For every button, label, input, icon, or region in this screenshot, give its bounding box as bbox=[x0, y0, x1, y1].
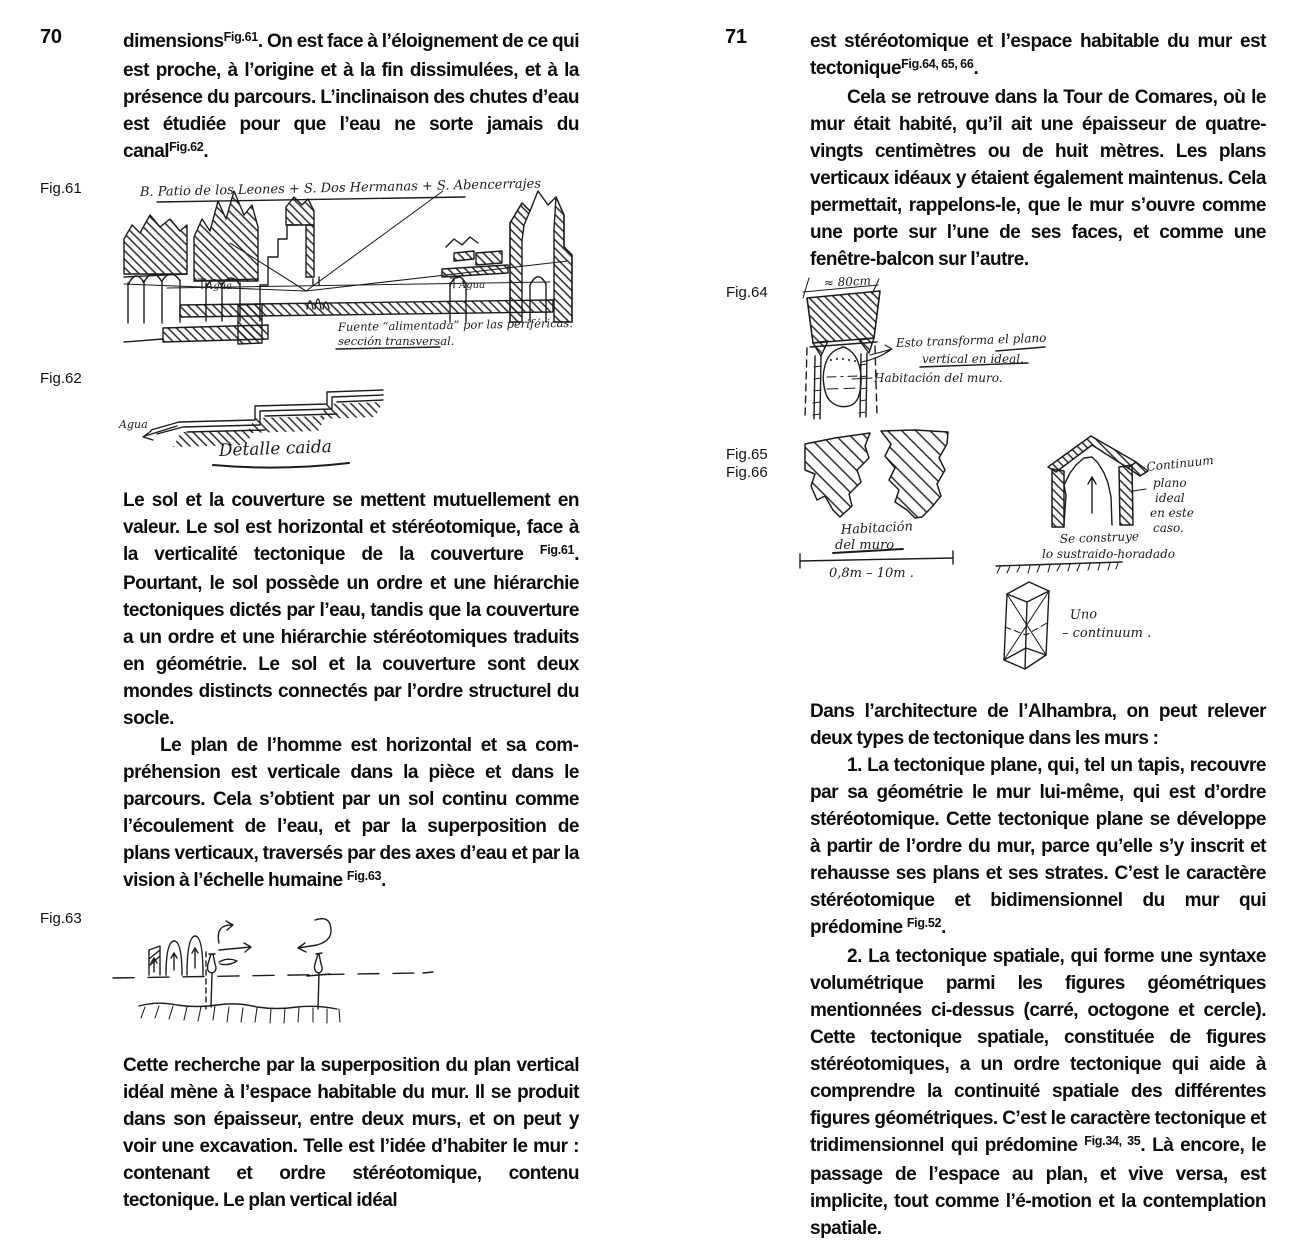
fig64-note1a: Esto transforma el plano bbox=[895, 330, 1047, 350]
paragraph: 2. La tectonique spatiale, qui forme une syntaxe volumétrique parmi les figures géométriques mentionnées ci-dessus (carré, octogone et cercle). Cette tectonique spatiale, constituée de figures stéréotomiques, a un ordre tectonique qui aide à comprendre la continuité spatiale des différentes figures géométriques. C’est le caractère tectonique et tridimensionnel qui prédomine $^{Fig.34, 35}$. Là encore, le passage de l’espace au plan, et vive versa, est implicite, tout comme l’é-motion et la contemplation spatiale. bbox=[810, 946, 1267, 1239]
fig66-sketch bbox=[990, 431, 1282, 689]
fig66-uno2: – continuum . bbox=[1062, 626, 1152, 641]
fig61-sketch bbox=[110, 176, 582, 355]
fig63-sketch bbox=[85, 912, 435, 1040]
paragraph: est stéréotomique et l’espace habitable du mur est tectonique$^{Fig.64, 65, 66}$. bbox=[810, 31, 1266, 79]
fig62-label: Fig.62 bbox=[40, 370, 82, 387]
right-column-bottom bbox=[810, 698, 1266, 1242]
paragraph: Le plan de l’homme est horizontal et sa compréhension est verticale dans la pièce et dans le parcours. Cela s’obtient par un sol continu comme l’écoulement de l’eau, et par la superposition de plans verticaux, traversés par des axes d’eau et par la vision à l’échelle humaine $^{Fig.63}$. bbox=[123, 735, 579, 891]
fig66-construye1: Se construye bbox=[1059, 529, 1140, 546]
fig65-sketch bbox=[795, 430, 967, 580]
fig61-label: Fig.61 bbox=[40, 180, 82, 197]
fig61-caption-2: sección transversal. bbox=[338, 334, 455, 348]
fig61-agua-left: Agua bbox=[206, 281, 233, 292]
paragraph: Dans l’architecture de l’Alhambra, on peut relever deux types de tectonique dans les murs : bbox=[810, 701, 1266, 749]
fig64-sketch bbox=[800, 273, 1110, 429]
fig61-caption-1: Fuente “alimentada” por las periféricas. bbox=[337, 315, 574, 334]
fig66-continuum2: plano bbox=[1153, 476, 1187, 490]
fig65-hab1: Habitación bbox=[840, 519, 914, 538]
fig66-continuum5: caso. bbox=[1153, 521, 1184, 535]
fig63-label: Fig.63 bbox=[40, 910, 82, 927]
paragraph: Cette recherche par la superposition du plan vertical idéal mène à l’espace habitable du mur. Il se produit dans son épaisseur, entre deux murs, et on peut y voir une excavation. Telle est l’idée d’habiter le mur : contenant et ordre stéréotomique, contenu tectonique. Le plan vertical idéal bbox=[123, 1055, 579, 1211]
fig66-continuum4: en este bbox=[1150, 506, 1194, 520]
fig66-label: Fig.66 bbox=[726, 464, 768, 481]
fig64-dimension: ≈ 80cm bbox=[823, 273, 872, 290]
fig64-label: Fig.64 bbox=[726, 284, 768, 301]
fig62-sketch bbox=[115, 384, 450, 480]
left-column-middle bbox=[123, 487, 579, 896]
paragraph: 1. La tectonique plane, qui, tel un tapis, recouvre par sa géométrie le mur lui-même, qui est d’ordre stéréotomique. Cette tectonique plane se développe à partir de l’ordre du mur, parce qu’elle s’y inscrit et rehausse ses plans et ses strates. C’est le caractère stéréotomique et bidimensionnel du mur qui prédomine $^{Fig.52}$. bbox=[810, 755, 1266, 938]
paragraph: Le sol et la couverture se mettent mutuellement en valeur. Le sol est horizontal et stéréotomique, face à la verticalité tectonique de la couverture $^{Fig.61}$. Pourtant, le sol possède un ordre et une hiérarchie tectoniques dictés par l’eau, tandis que la couverture a un ordre et une hiérarchie stéréotomiques traduits en géométrie. Le sol et la couverture sont deux mondes distincts connectés par l’ordre structurel du socle. bbox=[123, 490, 579, 729]
fig61-title: B. Patio de los Leones + S. Dos Hermanas + S. Abencerrajes bbox=[139, 176, 542, 200]
fig65-dimension: 0,8m – 10m . bbox=[829, 566, 914, 581]
fig66-construye2: lo sustraido-horadado bbox=[1042, 547, 1176, 561]
fig62-agua: Agua bbox=[119, 418, 148, 431]
paragraph: dimensions$^{Fig.61}$. On est face à l’éloignement de ce qui est proche, à l’origine et à la fin dissimulées, et à la présence du parcours. L’inclinaison des chutes d’eau est étudiée pour que l’eau ne sorte jamais du canal$^{Fig.62}$. bbox=[123, 29, 579, 162]
left-column-top bbox=[123, 28, 579, 167]
fig65-label: Fig.65 bbox=[726, 446, 768, 463]
paragraph: Cela se retrouve dans la Tour de Comares, où le mur était habité, qu’il ait une épaisseur de quatre-vingts centimètres ou de huit mètres. Les plans verticaux idéaux y étaient également maintenus. Cela permettait, rappelons-le, que le mur s’ouvre comme une porte sur l’une de ses faces, et comme une fenêtre-balcon sur l’autre. bbox=[810, 87, 1266, 270]
fig64-note1b: vertical en ideal. bbox=[922, 352, 1024, 366]
fig66-continuum3: ideal bbox=[1155, 491, 1185, 505]
fig66-continuum1: Continuum bbox=[1145, 453, 1215, 474]
fig64-note2: Habitación del muro. bbox=[874, 371, 1003, 385]
page-number-right: 71 bbox=[725, 26, 747, 48]
fig61-agua-right: Agua bbox=[459, 280, 486, 291]
fig62-caption: Detalle caida bbox=[218, 437, 333, 461]
right-column-top bbox=[810, 28, 1266, 273]
page-number-left: 70 bbox=[40, 26, 62, 48]
fig66-uno1: Uno bbox=[1069, 607, 1098, 623]
left-column-bottom bbox=[123, 1052, 579, 1214]
fig65-hab2: del muro bbox=[835, 538, 895, 553]
